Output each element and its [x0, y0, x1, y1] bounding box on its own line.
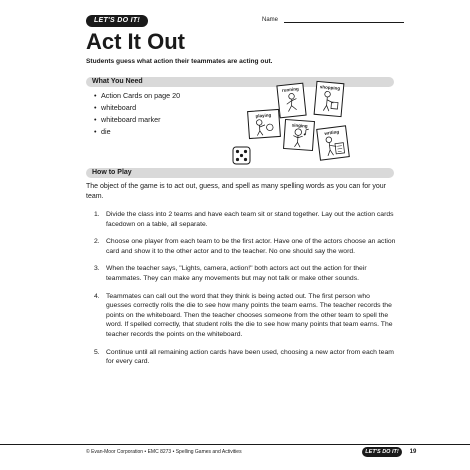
footer-divider — [0, 444, 470, 445]
material-item: • whiteboard — [94, 102, 180, 114]
action-card-shopping — [314, 81, 345, 117]
action-card-label: playing — [255, 112, 272, 119]
name-label: Name — [262, 17, 279, 23]
instruction-step — [94, 348, 396, 367]
how-to-play-heading: How to Play — [86, 168, 394, 178]
instruction-step — [94, 210, 396, 229]
action-card-label: shopping — [319, 84, 341, 91]
lets-do-it-badge: LET'S DO IT! — [86, 15, 148, 27]
step-number: 1. — [94, 211, 100, 218]
action-card-writing — [316, 125, 350, 160]
step-number: 3. — [94, 265, 100, 273]
instructions-list — [94, 210, 396, 375]
footer-credit: © Evan-Moor Corporation • EMC 8273 • Spelling Games and Activities — [86, 449, 242, 455]
shopping-figure-icon — [315, 82, 344, 116]
writing-figure-icon — [317, 126, 348, 159]
material-item: • whiteboard marker — [94, 114, 180, 126]
step-text: Choose one player from each team to be the first actor. Have one of the actors choose an action card and show it to the other actor and to the teacher. No one should say the word. — [106, 238, 396, 255]
die-icon — [232, 146, 251, 165]
what-you-need-heading: What You Need — [86, 77, 394, 87]
action-card-label: running — [281, 86, 299, 93]
action-card-singing — [283, 119, 315, 151]
material-item: • Action Cards on page 20 — [94, 90, 180, 102]
footer-badge: LET'S DO IT! — [362, 447, 402, 457]
step-number: 4. — [94, 292, 100, 300]
action-card-label: singing — [291, 122, 308, 129]
step-text: Divide the class into 2 teams and have each team sit or stand together. Lay out the action cards facedown on a table, all separate. — [106, 211, 394, 228]
page-number: 19 — [409, 449, 417, 455]
step-number: 2. — [94, 238, 100, 246]
running-figure-icon — [277, 84, 305, 117]
singing-figure-icon — [284, 120, 314, 150]
materials-list — [94, 90, 180, 138]
page-title: Act It Out — [86, 29, 185, 54]
playing-figure-icon — [248, 110, 280, 138]
action-card-running — [276, 83, 306, 119]
instruction-step — [94, 237, 396, 256]
step-text: Teammates can call out the word that they think is being acted out. The first person who guesses correctly rolls the die to see how many points the team earns. The teacher records the points on the whiteboard. Then the teacher chooses someone from the other team to spell the word. If spelled correctly, that student rolls the die to see how many points that team earns. The teacher records the points on the whiteboard. — [106, 292, 393, 338]
step-text: Continue until all remaining action cards have been used, choosing a new actor from each team for every card. — [106, 348, 394, 366]
instruction-step — [94, 264, 396, 283]
name-line — [284, 22, 404, 23]
step-number: 5. — [94, 348, 100, 356]
step-text: When the teacher says, "Lights, camera, action!" both actors act out the action for their teammates. They can make any movements but may not talk or make other sounds. — [106, 265, 367, 282]
action-card-label: writing — [324, 129, 340, 136]
action-card-playing — [247, 109, 281, 139]
material-item: • die — [94, 126, 180, 138]
instruction-step — [94, 292, 396, 340]
intro-text: Students guess what action their teammates are acting out. — [86, 58, 273, 65]
game-objective: The object of the game is to act out, guess, and spell as many spelling words as you can for your team. — [86, 183, 386, 200]
